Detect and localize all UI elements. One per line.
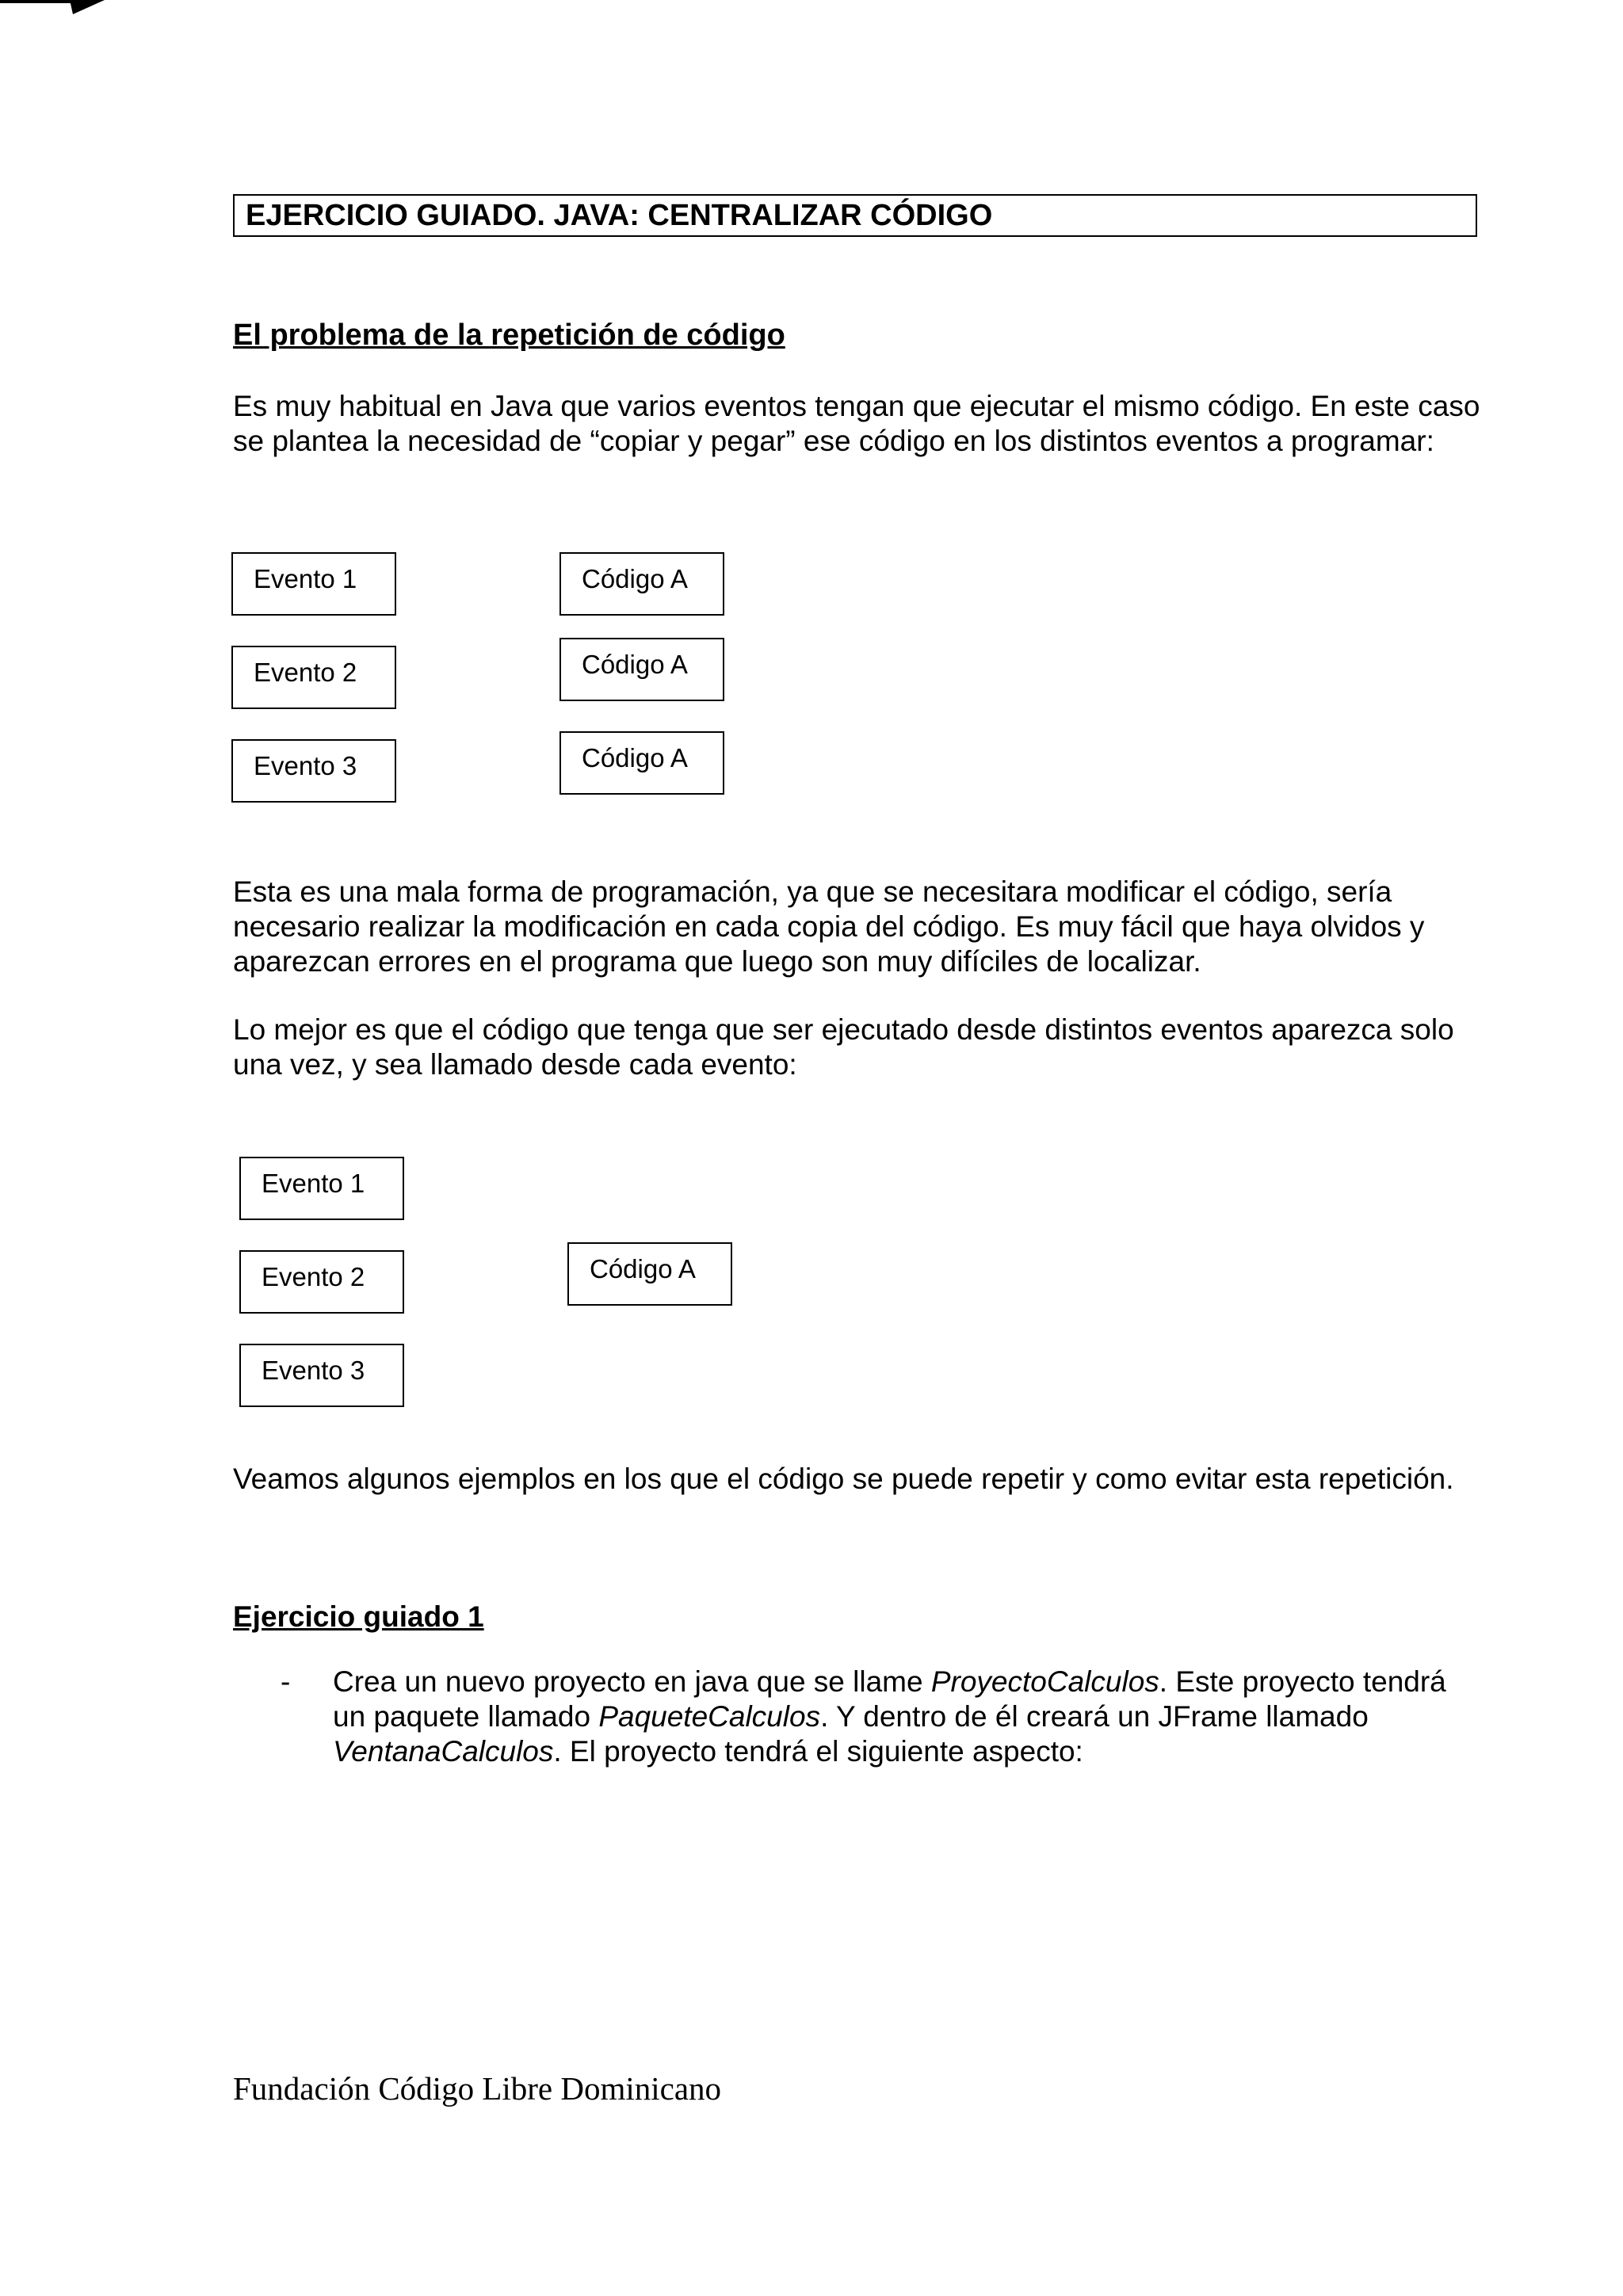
bad-practice-paragraph: Esta es una mala forma de programación, ya que se necesitara modificar el código, sería necesario realizar la modificación en cada copia del código. Es muy fácil que haya olvidos y aparezcan errores en el programa que luego son muy difíciles de localizar. bbox=[233, 875, 1425, 978]
diagram1-code-3: Código A bbox=[559, 731, 724, 795]
package-name: PaqueteCalculos bbox=[598, 1700, 821, 1733]
diagram2-event-2: Evento 2 bbox=[239, 1250, 404, 1314]
list-bullet: - bbox=[281, 1665, 291, 1698]
examples-paragraph: Veamos algunos ejemplos en los que el código se puede repetir y como evitar esta repetición. bbox=[233, 1463, 1454, 1495]
diagram2-event-1: Evento 1 bbox=[239, 1157, 404, 1220]
section-heading: El problema de la repetición de código bbox=[233, 318, 785, 352]
diagram1-code-1: Código A bbox=[559, 552, 724, 616]
project-name: ProyectoCalculos bbox=[930, 1665, 1159, 1698]
diagram2-event-3: Evento 3 bbox=[239, 1344, 404, 1407]
corner-arrow-icon bbox=[0, 0, 111, 19]
diagram1-event-2: Evento 2 bbox=[231, 646, 396, 709]
diagram1-event-1: Evento 1 bbox=[231, 552, 396, 616]
list-item-text: Crea un nuevo proyecto en java que se llame ProyectoCalculos. Este proyecto tendrá un paquete llamado PaqueteCalculos. Y dentro de él creará un JFrame llamado VentanaCalculos. El proyecto tendrá el siguiente aspecto: bbox=[333, 1665, 1446, 1768]
frame-name: VentanaCalculos bbox=[333, 1735, 554, 1768]
diagram1-event-3: Evento 3 bbox=[231, 739, 396, 803]
best-practice-paragraph: Lo mejor es que el código que tenga que ser ejecutado desde distintos eventos aparezca solo una vez, y sea llamado desde cada evento: bbox=[233, 1013, 1454, 1081]
diagram2-code: Código A bbox=[567, 1242, 732, 1306]
diagram1-code-2: Código A bbox=[559, 638, 724, 701]
page-title: EJERCICIO GUIADO. JAVA: CENTRALIZAR CÓDIGO bbox=[233, 194, 1477, 237]
exercise-heading: Ejercicio guiado 1 bbox=[233, 1600, 484, 1633]
intro-paragraph: Es muy habitual en Java que varios eventos tengan que ejecutar el mismo código. En este caso se plantea la necesidad de “copiar y pegar” ese código en los distintos eventos a programar: bbox=[233, 390, 1480, 457]
footer-text: Fundación Código Libre Dominicano bbox=[233, 2070, 722, 2107]
